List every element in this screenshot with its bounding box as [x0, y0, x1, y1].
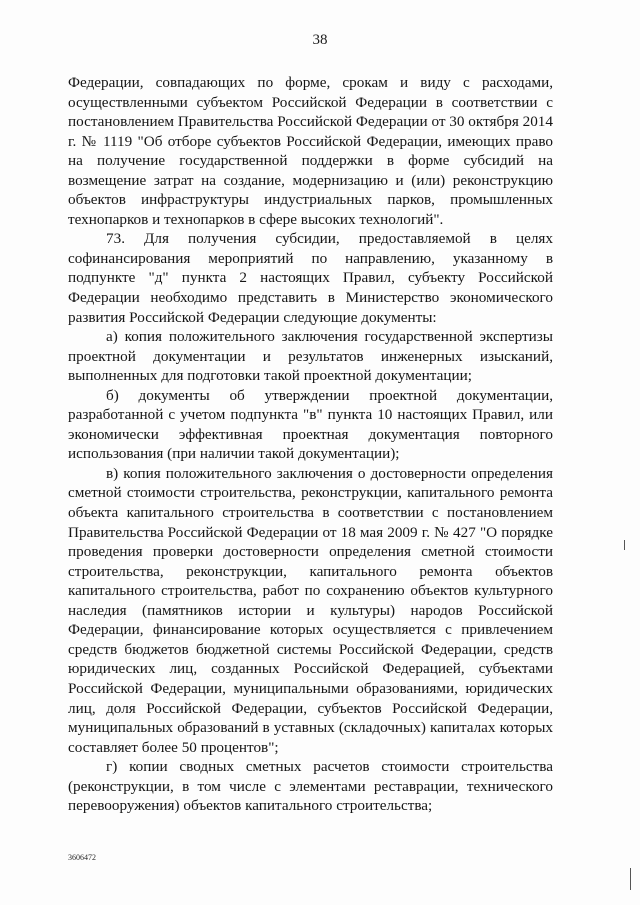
- paragraph-item-73: 73. Для получения субсидии, предоставляемой в целях софинансирования мероприятий по направлению, указанному в подпункте "д" пункта 2 настоящих Правил, субъекту Российской Федерации необходимо представить в Министерство экономического развития Российской Федерации следующие документы:: [68, 230, 553, 326]
- document-code: 3606472: [68, 853, 96, 862]
- paragraph-subitem-b: б) документы об утверждении проектной документации, разработанной с учетом подпункта "в" пункта 10 настоящих Правил, или экономически эффективная проектная документация повторного использования (при наличии такой документации);: [68, 386, 553, 463]
- paragraph-subitem-g: г) копии сводных сметных расчетов стоимости строительства (реконструкции, в том числе с элементами реставрации, технического перевооружения) объектов капитального строительства;: [68, 758, 553, 815]
- paragraph-subitem-a: а) копия положительного заключения государственной экспертизы проектной документации и результатов инженерных изысканий, выполненных для подготовки такой проектной документации;: [68, 328, 553, 385]
- scan-artifact-mark: [630, 868, 631, 890]
- document-body: [68, 73, 553, 816]
- paragraph-continuation: Федерации, совпадающих по форме, срокам и виду с расходами, осуществленными субъектом Российской Федерации в соответствии с постановлением Правительства Российской Федерации от 30 октября 2014 г. № 1119 "Об отборе субъектов Российской Федерации, имеющих право на получение государственной поддержки в форме субсидий на возмещение затрат на создание, модернизацию и (или) реконструкцию объектов инфраструктуры индустриальных парков, промышленных технопарков и технопарков в сфере высоких технологий".: [68, 74, 553, 228]
- paragraph-subitem-v: в) копия положительного заключения о достоверности определения сметной стоимости строительства, реконструкции, капитального ремонта объекта капитального строительства в соответствии с постановлением Правительства Российской Федерации от 18 мая 2009 г. № 427 "О порядке проведения проверки достоверности определения сметной стоимости строительства, реконструкции, капитального ремонта объектов капитального строительства, работ по сохранению объектов культурного наследия (памятников истории и культуры) народов Российской Федерации, финансирование которых осуществляется с привлечением средств бюджетов бюджетной системы Российской Федерации, средств юридических лиц, созданных Российской Федерацией, субъектами Российской Федерации, муниципальными образованиями, юридических лиц, доля Российской Федерации, субъектов Российской Федерации, муниципальных образований в уставных (складочных) капиталах которых составляет более 50 процентов";: [68, 464, 553, 756]
- page-number: 38: [312, 32, 328, 48]
- scan-artifact-mark: [624, 540, 625, 550]
